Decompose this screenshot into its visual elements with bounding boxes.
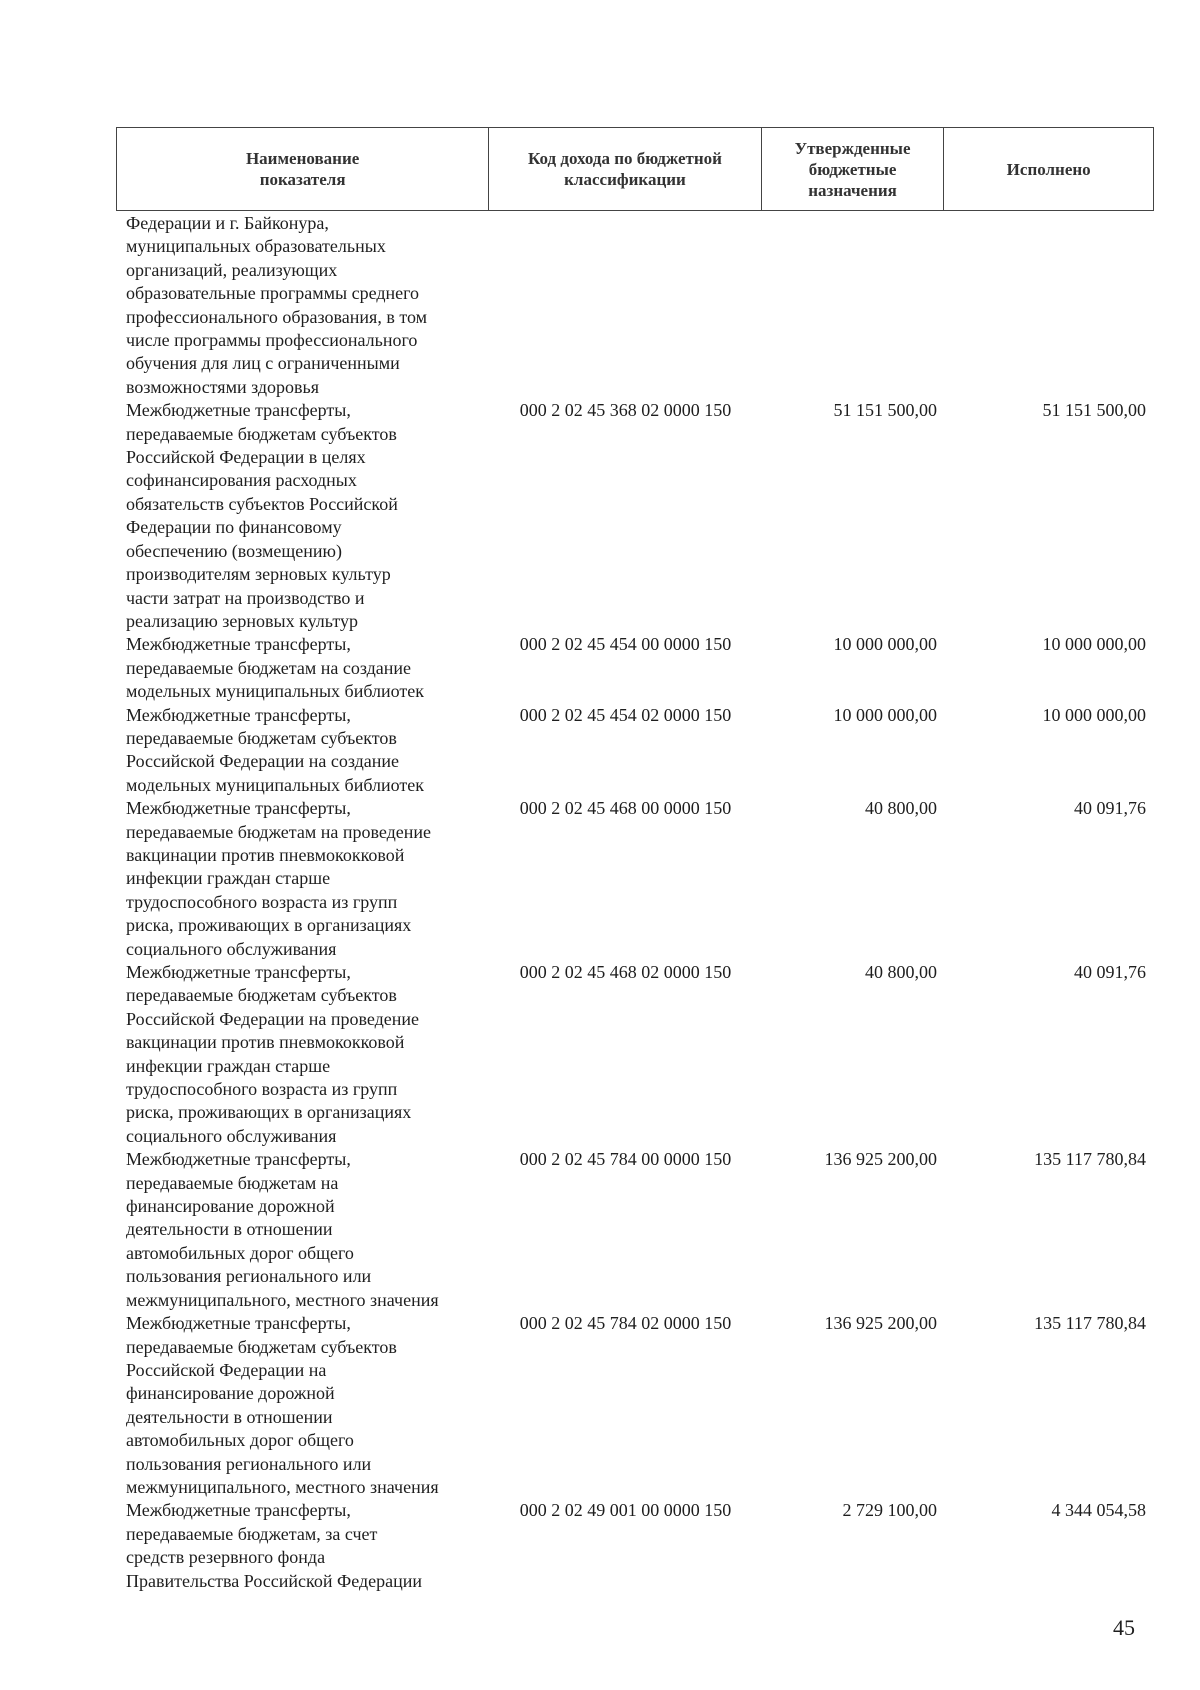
row-executed: 135 117 780,84 — [1034, 1149, 1146, 1170]
row-executed — [945, 212, 1154, 399]
row-executed: 10 000 000,00 — [1042, 704, 1146, 725]
row-code — [489, 212, 762, 399]
row-approved: 136 925 200,00 — [824, 1149, 937, 1170]
header-name: Наименование показателя — [117, 128, 489, 210]
row-code: 000 2 02 45 454 00 0000 150 — [519, 634, 732, 655]
row-code: 000 2 02 45 454 02 0000 150 — [519, 704, 732, 725]
row-name: Федерации и г. Байконура, муниципальных образовательных организаций, реализующих образовательные программы среднего профессионального образования, в том числе программы профессионального обучения для лиц с ограниченными возможностями здоровья — [126, 213, 428, 397]
table-row — [116, 797, 1154, 961]
table-row — [116, 1148, 1154, 1312]
row-code: 000 2 02 45 784 00 0000 150 — [519, 1149, 732, 1170]
row-executed: 135 117 780,84 — [1034, 1313, 1146, 1334]
row-code: 000 2 02 49 001 00 0000 150 — [519, 1500, 732, 1521]
row-code: 000 2 02 45 368 02 0000 150 — [519, 400, 732, 421]
table-row — [116, 1312, 1154, 1499]
row-approved: 136 925 200,00 — [824, 1313, 937, 1334]
table-row — [116, 212, 1154, 399]
row-name: Межбюджетные трансферты, передаваемые бюджетам субъектов Российской Федерации в целях софинансирования расходных обязательств субъектов Российской Федерации по финансовому обеспечению (возмещению) производителям зерновых культур части затрат на производство и реализацию зерновых культур — [126, 400, 398, 631]
row-code: 000 2 02 45 468 00 0000 150 — [519, 798, 732, 819]
row-approved: 10 000 000,00 — [833, 634, 937, 655]
page-number: 45 — [1113, 1615, 1135, 1640]
row-approved: 10 000 000,00 — [833, 704, 937, 725]
header-executed: Исполнено — [1006, 159, 1091, 179]
table-header — [116, 127, 1154, 211]
row-executed: 4 344 054,58 — [1051, 1500, 1146, 1521]
row-name: Межбюджетные трансферты, передаваемые бюджетам субъектов Российской Федерации на проведение вакцинации против пневмококковой инфекции граждан старше трудоспособного возраста из групп риска, проживающих в организациях социального обслуживания — [126, 962, 420, 1146]
table-row — [116, 1499, 1154, 1593]
header-approved: Утвержденные бюджетные назначения — [762, 128, 945, 210]
row-name: Межбюджетные трансферты, передаваемые бюджетам субъектов Российской Федерации на создание модельных муниципальных библиотек — [126, 704, 425, 795]
row-executed: 40 091,76 — [1074, 962, 1146, 982]
row-approved: 2 729 100,00 — [842, 1500, 937, 1521]
row-executed: 51 151 500,00 — [1042, 400, 1146, 421]
header-code: Код дохода по бюджетной классификации — [489, 128, 761, 210]
row-name: Межбюджетные трансферты, передаваемые бюджетам, за счет средств резервного фонда Правительства Российской Федерации — [126, 1500, 422, 1591]
table-row — [116, 961, 1154, 1148]
row-approved: 51 151 500,00 — [833, 400, 937, 421]
row-name: Межбюджетные трансферты, передаваемые бюджетам на финансирование дорожной деятельности в отношении автомобильных дорог общего пользования регионального или межмуниципального, местного значения — [126, 1149, 439, 1310]
row-approved — [762, 212, 945, 399]
row-executed: 10 000 000,00 — [1042, 634, 1146, 655]
table-row — [116, 704, 1154, 798]
row-approved: 40 800,00 — [865, 798, 937, 819]
row-code: 000 2 02 45 784 02 0000 150 — [519, 1313, 732, 1334]
table-row — [116, 399, 1154, 633]
row-approved: 40 800,00 — [865, 962, 937, 982]
row-name: Межбюджетные трансферты, передаваемые бюджетам на проведение вакцинации против пневмококковой инфекции граждан старше трудоспособного возраста из групп риска, проживающих в организациях социального обслуживания — [126, 798, 432, 959]
table-body — [116, 212, 1154, 1593]
row-name: Межбюджетные трансферты, передаваемые бюджетам субъектов Российской Федерации на финансирование дорожной деятельности в отношении автомобильных дорог общего пользования регионального или межмуниципального, местного значения — [126, 1313, 439, 1497]
row-name: Межбюджетные трансферты, передаваемые бюджетам на создание модельных муниципальных библиотек — [126, 634, 425, 702]
table-row — [116, 633, 1154, 703]
row-code: 000 2 02 45 468 02 0000 150 — [519, 962, 732, 982]
row-executed: 40 091,76 — [1074, 798, 1146, 819]
